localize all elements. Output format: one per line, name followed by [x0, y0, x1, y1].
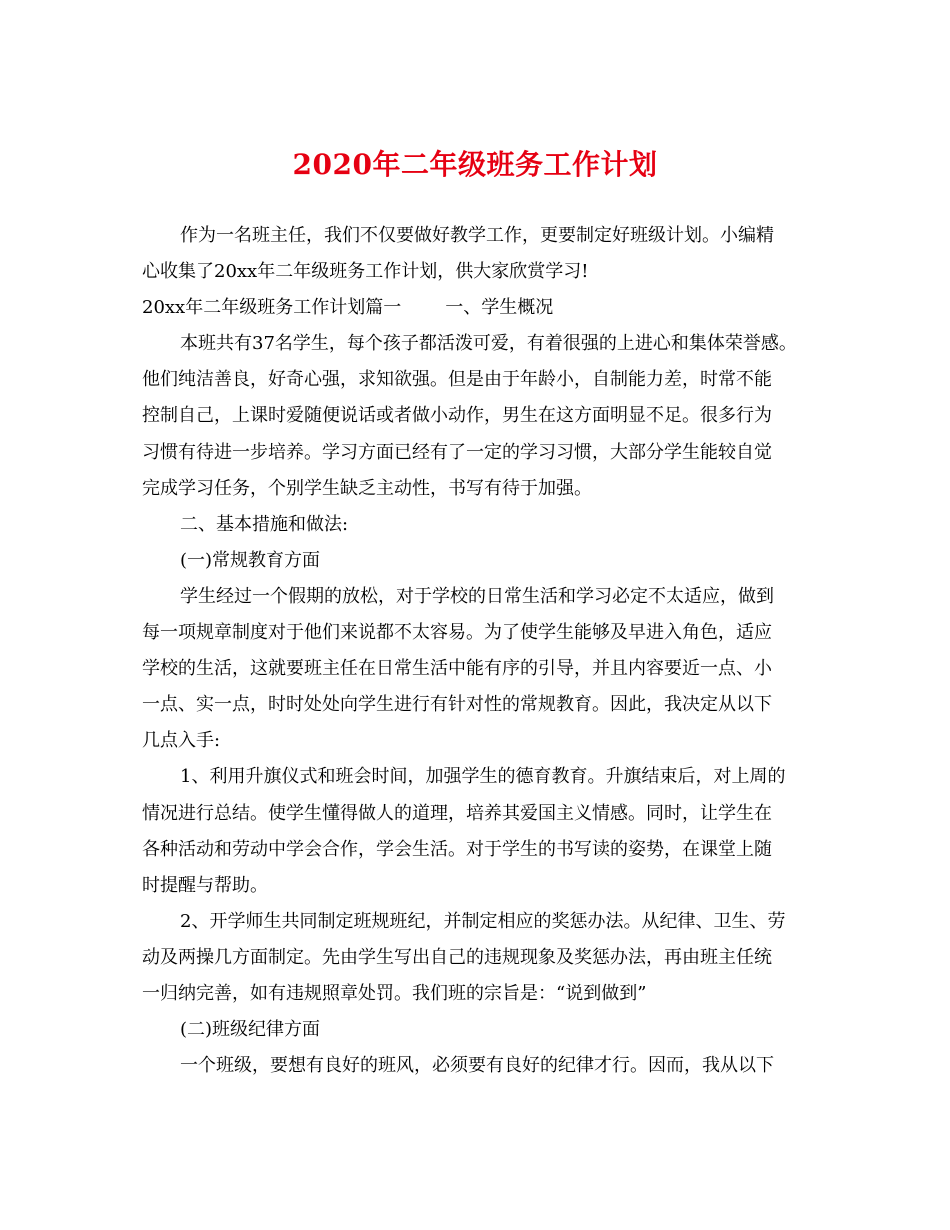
paragraph-line: 习惯有待进一步培养。学习方面已经有了一定的学习习惯，大部分学生能较自觉: [142, 441, 772, 463]
paragraph-line: 控制自己，上课时爱随便说话或者做小动作，男生在这方面明显不足。很多行为: [142, 405, 772, 427]
paragraph-line: 动及两操几方面制定。先由学生写出自己的违规现象及奖惩办法，再由班主任统: [142, 946, 772, 968]
paragraph-line: 学校的生活，这就要班主任在日常生活中能有序的引导，并且内容要近一点、小: [142, 658, 772, 680]
section-heading: 二、基本措施和做法:: [180, 513, 349, 535]
paragraph-line: 完成学习任务，个别学生缺乏主动性，书写有待于加强。: [142, 477, 592, 499]
paragraph-line: 学生经过一个假期的放松，对于学校的日常生活和学习必定不太适应，做到: [180, 585, 774, 607]
paragraph-line: 时提醒与帮助。: [142, 874, 268, 896]
paragraph-line: 各种活动和劳动中学会合作，学会生活。对于学生的书写读的姿势，在课堂上随: [142, 838, 772, 860]
paragraph-line: 本班共有37名学生，每个孩子都活泼可爱，有着很强的上进心和集体荣誉感。: [180, 333, 797, 355]
paragraph-line: 情况进行总结。使学生懂得做人的道理，培养其爱国主义情感。同时，让学生在: [142, 802, 772, 824]
paragraph-line: 几点入手:: [142, 730, 221, 752]
paragraph-line: 1、利用升旗仪式和班会时间，加强学生的德育教育。升旗结束后，对上周的: [180, 766, 786, 788]
document-title: 2020年二年级班务工作计划: [292, 148, 658, 181]
article-heading: 20xx年二年级班务工作计划篇一: [142, 297, 402, 319]
paragraph-line: 一个班级，要想有良好的班风，必须要有良好的纪律才行。因而，我从以下: [180, 1055, 774, 1077]
subsection-heading: (二)班级纪律方面: [180, 1019, 321, 1041]
document-body: [142, 218, 822, 1084]
section-heading-line: [142, 290, 822, 326]
paragraph-line: 每一项规章制度对于他们来说都不太容易。为了使学生能够及早进入角色，适应: [142, 622, 772, 644]
paragraph-line: 2、开学师生共同制定班规班纪，并制定相应的奖惩办法。从纪律、卫生、劳: [180, 910, 786, 932]
paragraph-line: 他们纯洁善良，好奇心强，求知欲强。但是由于年龄小，自制能力差，时常不能: [142, 369, 772, 391]
paragraph-line: 心收集了20xx年二年级班务工作计划，供大家欣赏学习!: [142, 261, 589, 283]
paragraph-line: 一归纳完善，如有违规照章处罚。我们班的宗旨是：“说到做到”: [142, 982, 647, 1004]
paragraph-line: 一点、实一点，时时处处向学生进行有针对性的常规教育。因此，我决定从以下: [142, 694, 772, 716]
paragraph-line: 作为一名班主任，我们不仅要做好教学工作，更要制定好班级计划。小编精: [180, 225, 774, 246]
section-heading: 一、学生概况: [445, 297, 554, 319]
subsection-heading: (一)常规教育方面: [180, 549, 321, 571]
